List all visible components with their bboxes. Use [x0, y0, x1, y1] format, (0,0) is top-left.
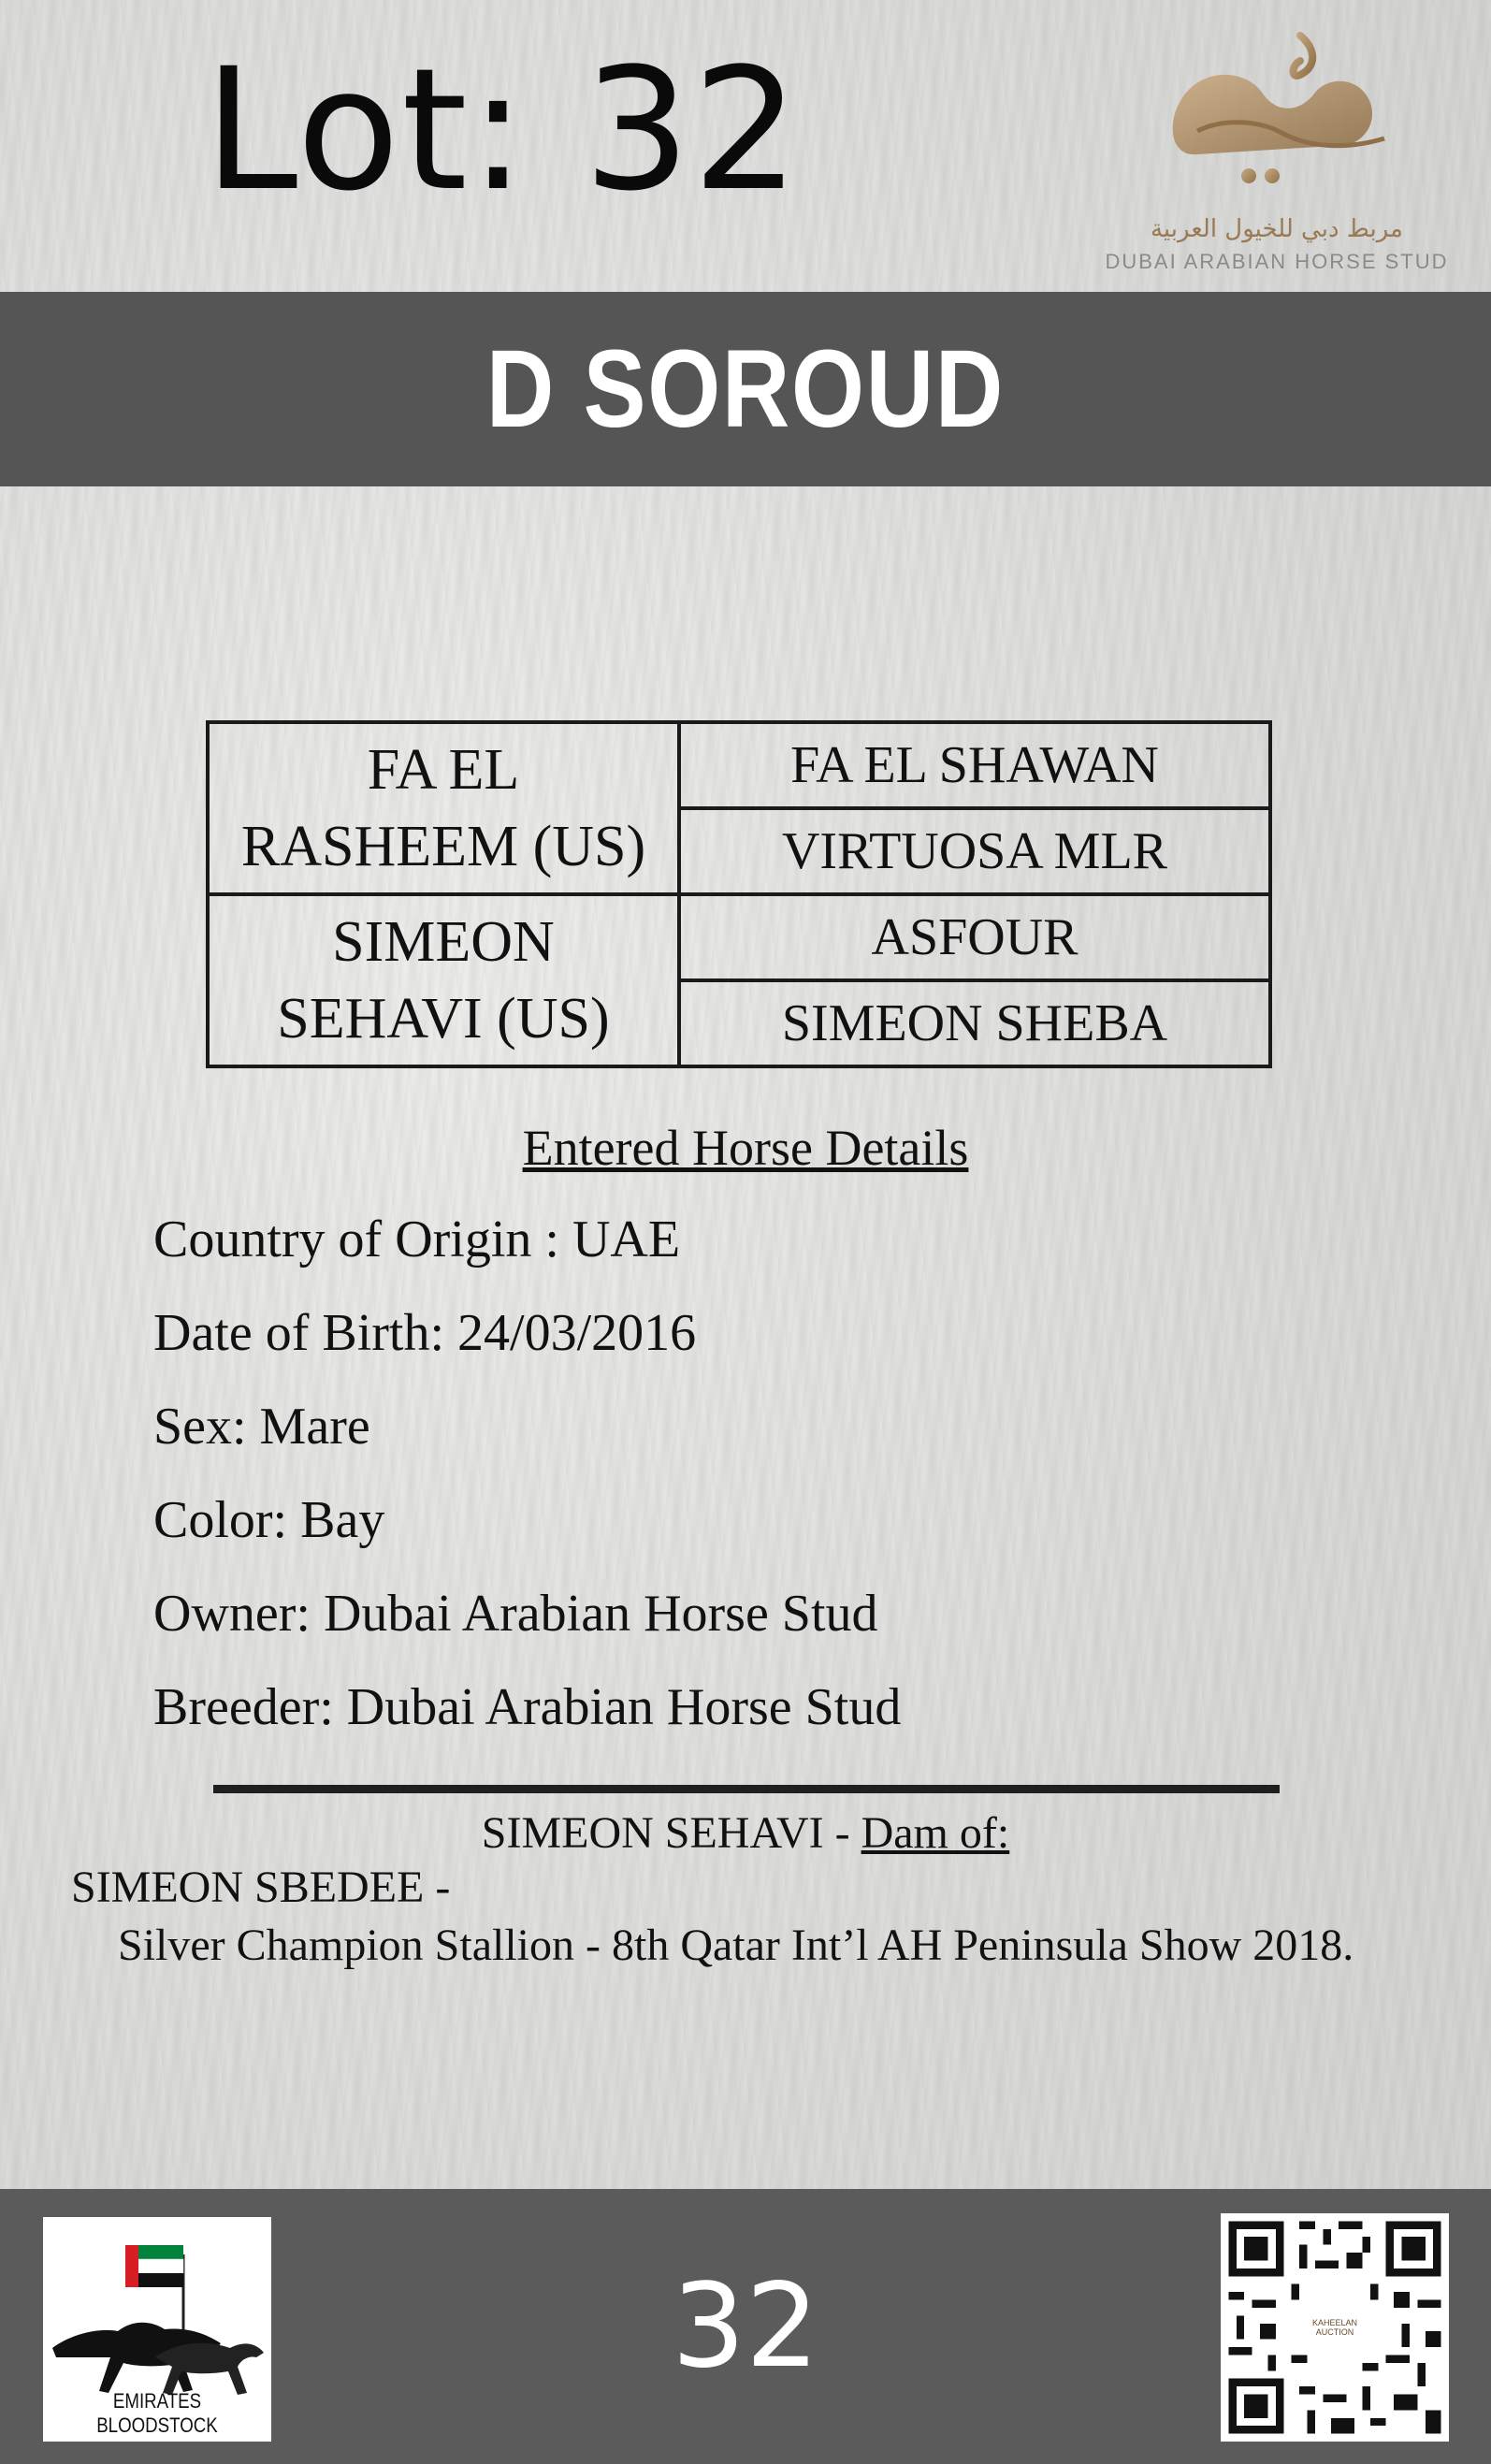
- achievement-title: Silver Champion: [118, 1920, 424, 1970]
- dam-of-label: Dam of:: [861, 1808, 1010, 1858]
- sire-cell: [208, 722, 679, 894]
- qr-code[interactable]: [1221, 2213, 1449, 2442]
- achievement-detail: Stallion - 8th Qatar Int’l AH Peninsula Show 2018.: [423, 1920, 1354, 1970]
- stud-logo: [1094, 28, 1469, 273]
- offspring-achievement: [118, 1920, 1353, 1971]
- offspring-name: SIMEON SBEDEE -: [71, 1862, 451, 1912]
- footer-lot-number: 32: [672, 2259, 819, 2394]
- pedigree-table: [206, 720, 1272, 1068]
- details-list: [153, 1202, 901, 1763]
- dam-name-line1: SIMEON: [332, 910, 555, 974]
- dubai-arabian-horse-stud-logo-icon: [1160, 28, 1394, 196]
- detail-sex: Sex: Mare: [153, 1398, 370, 1456]
- emirates-bloodstock-text: EMIRATES BLOODSTOCK: [96, 2389, 218, 2437]
- uae-flag-racehorses-icon: [43, 2217, 271, 2404]
- sire-dam-cell: VIRTUOSA MLR: [679, 808, 1270, 894]
- dam-separator: -: [823, 1808, 861, 1858]
- dam-dam-cell: SIMEON SHEBA: [679, 980, 1270, 1066]
- detail-country: Country of Origin : UAE: [153, 1210, 681, 1268]
- qr-label: KAHEELAN AUCTION: [1297, 2318, 1372, 2337]
- dam-name-line2: SEHAVI (US): [277, 987, 610, 1051]
- sire-name-line1: FA EL: [367, 738, 520, 802]
- logo-arabic-text: مربط دبي للخيول العربية: [1150, 215, 1403, 243]
- detail-birth-date: Date of Birth: 24/03/2016: [153, 1304, 697, 1362]
- detail-owner: Owner: Dubai Arabian Horse Stud: [153, 1585, 878, 1643]
- lot-title: Lot: 32: [204, 33, 802, 228]
- horse-name-bar: [0, 292, 1491, 486]
- dam-name: SIMEON SEHAVI: [481, 1808, 824, 1858]
- emirates-bloodstock-logo: [43, 2217, 271, 2442]
- dam-cell: [208, 894, 679, 1066]
- detail-color: Color: Bay: [153, 1491, 385, 1549]
- details-heading: Entered Horse Details: [522, 1120, 969, 1176]
- sire-name-line2: RASHEEM (US): [240, 815, 646, 878]
- horse-name: D SOROUD: [485, 327, 1006, 451]
- sire-sire-cell: FA EL SHAWAN: [679, 722, 1270, 808]
- dam-of-heading: [0, 1807, 1491, 1859]
- footer-bar: [0, 2189, 1491, 2464]
- section-divider: [213, 1785, 1280, 1793]
- detail-breeder: Breeder: Dubai Arabian Horse Stud: [153, 1678, 902, 1736]
- logo-english-text: DUBAI ARABIAN HORSE STUD: [1105, 250, 1449, 273]
- dam-sire-cell: ASFOUR: [679, 894, 1270, 980]
